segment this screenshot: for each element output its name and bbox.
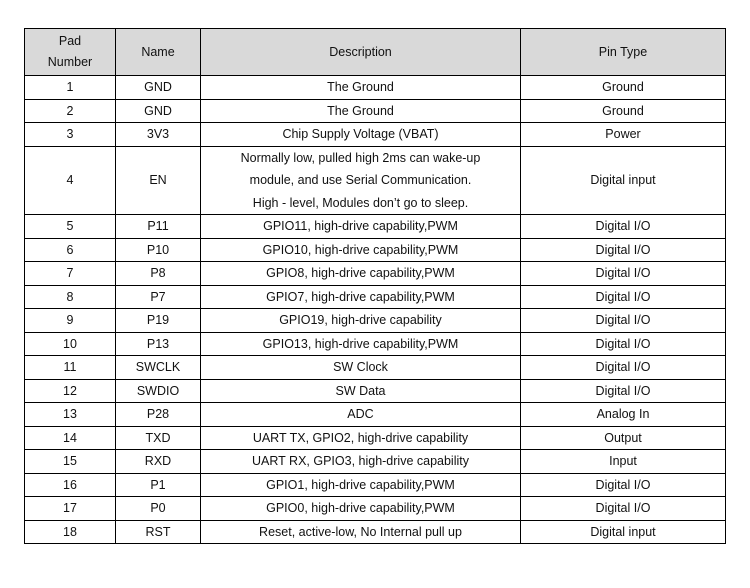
name-cell: GND [116, 76, 201, 100]
table-header [25, 29, 726, 76]
table-row [25, 379, 726, 403]
description-cell: SW Clock [201, 356, 521, 380]
description-cell: GPIO1, high-drive capability,PWM [201, 473, 521, 497]
pad-cell: 7 [25, 262, 116, 286]
description-line: High - level, Modules don’t go to sleep. [252, 195, 469, 210]
pin-type-cell: Digital I/O [521, 379, 726, 403]
pin-type-cell: Digital I/O [521, 332, 726, 356]
description-cell: SW Data [201, 379, 521, 403]
table-row [25, 238, 726, 262]
pin-type-cell: Digital I/O [521, 309, 726, 333]
header-pad-label: Pad [58, 34, 82, 48]
name-cell: P7 [116, 285, 201, 309]
description-cell: The Ground [201, 76, 521, 100]
description-cell: UART TX, GPIO2, high-drive capability [201, 426, 521, 450]
name-cell: RST [116, 520, 201, 544]
table-body [25, 76, 726, 544]
pad-cell: 16 [25, 473, 116, 497]
pad-cell: 9 [25, 309, 116, 333]
description-cell: GPIO13, high-drive capability,PWM [201, 332, 521, 356]
description-cell: GPIO11, high-drive capability,PWM [201, 215, 521, 239]
header-row [25, 29, 726, 76]
description-cell: ADC [201, 403, 521, 427]
name-cell: P13 [116, 332, 201, 356]
table-row [25, 76, 726, 100]
pad-cell: 17 [25, 497, 116, 521]
header-number-label: Number [47, 55, 93, 69]
name-cell: RXD [116, 450, 201, 474]
table-row [25, 332, 726, 356]
pad-cell: 11 [25, 356, 116, 380]
description-cell: Reset, active-low, No Internal pull up [201, 520, 521, 544]
pin-type-cell: Digital I/O [521, 285, 726, 309]
name-cell: P28 [116, 403, 201, 427]
description-cell: Chip Supply Voltage (VBAT) [201, 123, 521, 147]
table-row [25, 403, 726, 427]
description-cell: GPIO10, high-drive capability,PWM [201, 238, 521, 262]
header-pad-number [25, 29, 116, 76]
pad-cell: 18 [25, 520, 116, 544]
name-cell: EN [116, 146, 201, 215]
table-row [25, 520, 726, 544]
name-cell: 3V3 [116, 123, 201, 147]
description-line: module, and use Serial Communication. [249, 173, 472, 187]
name-cell: P0 [116, 497, 201, 521]
pad-cell: 8 [25, 285, 116, 309]
pin-type-cell: Ground [521, 76, 726, 100]
pin-type-cell: Output [521, 426, 726, 450]
table-row [25, 356, 726, 380]
pin-definition-table [24, 28, 726, 544]
table-row [25, 215, 726, 239]
table-row [25, 473, 726, 497]
table-row [25, 262, 726, 286]
name-cell: TXD [116, 426, 201, 450]
pad-cell: 10 [25, 332, 116, 356]
pad-cell: 6 [25, 238, 116, 262]
pad-cell: 4 [25, 146, 116, 215]
table-row [25, 99, 726, 123]
description-cell: GPIO8, high-drive capability,PWM [201, 262, 521, 286]
name-cell: P19 [116, 309, 201, 333]
pad-cell: 12 [25, 379, 116, 403]
pad-cell: 15 [25, 450, 116, 474]
table-row [25, 123, 726, 147]
name-cell: P8 [116, 262, 201, 286]
table-row [25, 309, 726, 333]
pad-cell: 2 [25, 99, 116, 123]
table-row [25, 285, 726, 309]
description-cell [201, 146, 521, 215]
name-cell: P11 [116, 215, 201, 239]
pin-type-cell: Digital I/O [521, 238, 726, 262]
pin-type-cell: Digital I/O [521, 356, 726, 380]
header-description: Description [201, 29, 521, 76]
name-cell: P1 [116, 473, 201, 497]
description-cell: The Ground [201, 99, 521, 123]
pin-type-cell: Digital I/O [521, 497, 726, 521]
description-cell: UART RX, GPIO3, high-drive capability [201, 450, 521, 474]
name-cell: SWDIO [116, 379, 201, 403]
table-row [25, 497, 726, 521]
description-cell: GPIO0, high-drive capability,PWM [201, 497, 521, 521]
name-cell: SWCLK [116, 356, 201, 380]
pad-cell: 13 [25, 403, 116, 427]
pin-type-cell: Digital input [521, 146, 726, 215]
name-cell: GND [116, 99, 201, 123]
table-row [25, 146, 726, 215]
pad-cell: 3 [25, 123, 116, 147]
name-cell: P10 [116, 238, 201, 262]
pin-type-cell: Digital I/O [521, 473, 726, 497]
pad-cell: 14 [25, 426, 116, 450]
header-name: Name [116, 29, 201, 76]
pad-cell: 5 [25, 215, 116, 239]
pin-type-cell: Input [521, 450, 726, 474]
pin-type-cell: Power [521, 123, 726, 147]
description-cell: GPIO7, high-drive capability,PWM [201, 285, 521, 309]
table-row [25, 450, 726, 474]
pin-type-cell: Ground [521, 99, 726, 123]
description-line: Normally low, pulled high 2ms can wake-up [240, 150, 481, 165]
header-pin-type: Pin Type [521, 29, 726, 76]
table-row [25, 426, 726, 450]
pin-type-cell: Digital input [521, 520, 726, 544]
pin-type-cell: Digital I/O [521, 215, 726, 239]
description-cell: GPIO19, high-drive capability [201, 309, 521, 333]
pin-type-cell: Analog In [521, 403, 726, 427]
pad-cell: 1 [25, 76, 116, 100]
pin-type-cell: Digital I/O [521, 262, 726, 286]
